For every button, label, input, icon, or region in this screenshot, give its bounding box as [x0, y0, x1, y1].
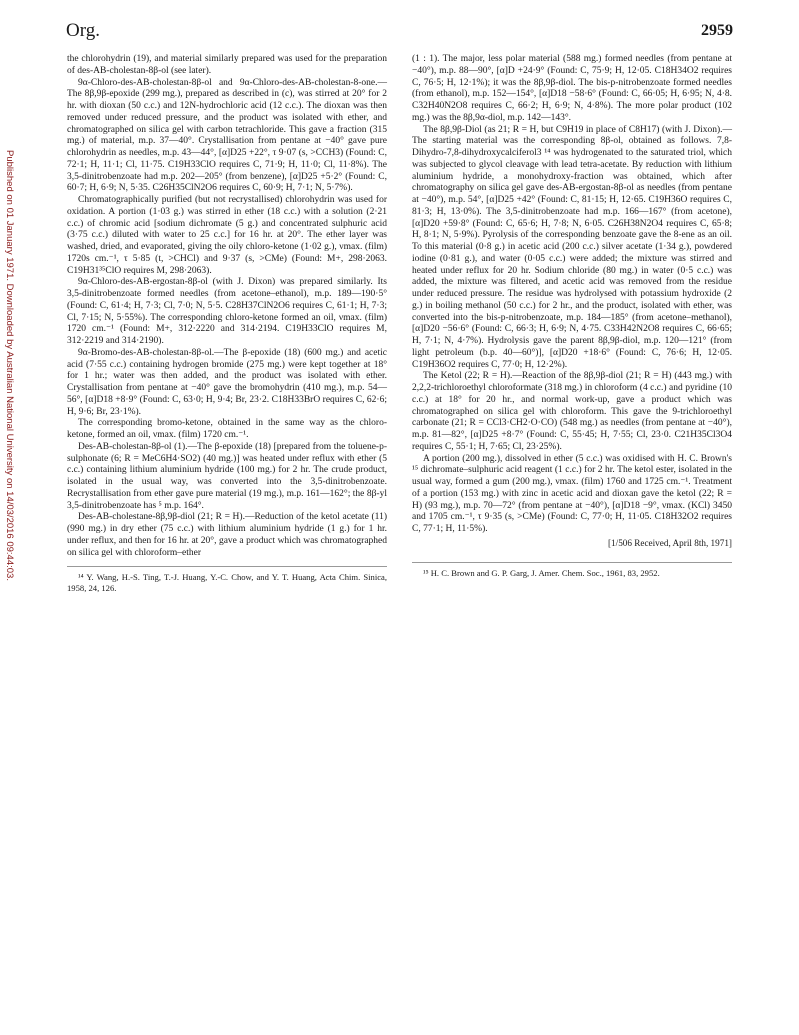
- journal-name: Org.: [66, 20, 100, 41]
- side-watermark: [3, 150, 17, 910]
- paragraph: Des-AB-cholestane-8β,9β-diol (21; R = H).—Reduction of the ketol acetate (11) (990 mg.) in dry ether (75 c.c.) with lithium aluminium hydride (1 g.) for 1 hr. under reflux, and then for 16 hr. at 20°, gave a product which was chromatographed on silica gel with chloroform–ether: [67, 512, 387, 558]
- paragraph: Chromatographically purified (but not recrystallised) chlorohydrin was used for oxidation. A portion (1·03 g.) was stirred in ether (18 c.c.) with a solution (2·21 c.c.) of chromic acid [sodium dichromate (5 g.) and concentrated sulphuric acid (3·75 c.c.) diluted with water to 25 c.c.] for 16 hr. at 20°. The ether layer was washed, dried, and evaporated, giving the oily chloro-ketone (1·02 g.), νmax. (film) 1720s cm.⁻¹, τ 5·85 (t, >CHCl) and 9·37 (s, >CMe) (Found: M+, 298·2063. C19H31³⁵ClO requires M, 298·2063).: [67, 195, 387, 276]
- paragraph: A portion (200 mg.), dissolved in ether (5 c.c.) was oxidised with H. C. Brown's ¹⁵ dichromate–sulphuric acid reagent (1 c.c.) for 2 hr. The ketol ester, isolated in the usual way, formed a gum (200 mg.), νmax. (film) 1760 and 1725 cm.⁻¹. Treatment of a portion (153 mg.) with zinc in acetic acid and dioxan gave the ketol (22; R = H) (93 mg.), m.p. 70—72° (from pentane at −40°), [α]D18 −9°, νmax. (KCl) 3450 and 1705 cm.⁻¹, τ 9·35 (s, >CMe) (Found: C, 77·0; H, 11·05. C18H32O2 requires C, 77·1; H, 11·5%).: [412, 453, 732, 534]
- left-column: [67, 54, 387, 1004]
- paragraph: 9α-Bromo-des-AB-cholestan-8β-ol.—The β-epoxide (18) (600 mg.) and acetic acid (7·55 c.c.) containing hydrogen bromide (275 mg.) were kept together at 18° for 1 hr.; water was then added, and the product was isolated with ether. Crystallisation from pentane at −40° gave the bromohydrin (410 mg.), m.p. 54—56°, [α]D18 +8·9° (Found: C, 63·0; H, 9·4; Br, 23·2. C18H33BrO requires C, 62·6; H, 9·6; Br, 23·1%).: [67, 347, 387, 417]
- right-column: [412, 54, 732, 1014]
- received-date: [1/506 Received, April 8th, 1971]: [607, 537, 732, 548]
- paragraph: 9α-Chloro-des-AB-cholestan-8β-ol and 9α-Chloro-des-AB-cholestan-8-one.—The 8β,9β-epoxide (299 mg.), prepared as described in (c), was stirred at 20° for 2 hr. with dioxan (50 c.c.) and 12N-hydrochloric acid (12 c.c.). The dioxan was then removed under reduced pressure, and the product was isolated with ether, and chromatographed on silica gel with carbon tetrachloride. This gave a fraction (315 mg.) of material, m.p. 37—40°. Crystallisation from pentane at −40° gave pure chlorohydrin as needles, m.p. 43—44°, [α]D25 +22°, τ 9·07 (s, >CCH3) (Found: C, 72·1; H, 11·1; Cl, 11·75. C19H33ClO requires C, 71·9; H, 11·0; Cl, 11·8%). The 3,5-dinitrobenzoate had m.p. 202—205° (from benzene), [α]D25 +5·2° (Found: C, 60·7; H, 6·9; N, 5·35. C26H35ClN2O6 requires C, 60·9; H, 7·1; N, 5·7%).: [67, 77, 387, 194]
- paragraph: The Ketol (22; R = H).—Reaction of the 8β,9β-diol (21; R = H) (443 mg.) with 2,2,2-trichloroethyl chloroformate (318 mg.) in chloroform (4 c.c.) and pyridine (10 c.c.) at 18° for 20 hr., and normal work-up, gave a product which was chromatographed on silica gel with chloroform. This gave the 9-trichloroethyl carbonate (21; R = CCl3·CH2·O·CO) (548 mg.) as needles (from pentane at −40°), m.p. 81—82°, [α]D25 +8·7° (Found: C, 55·45; H, 7·55; Cl, 23·0. C21H35Cl3O4 requires C, 55·1; H, 7·65; Cl, 23·25%).: [412, 371, 732, 452]
- page-number: 2959: [701, 22, 733, 39]
- paragraph: The corresponding bromo-ketone, obtained in the same way as the chloro-ketone, formed an oil, νmax. (film) 1720 cm.⁻¹.: [67, 418, 387, 440]
- paragraph: Des-AB-cholestan-8β-ol (1).—The β-epoxide (18) [prepared from the toluene-p-sulphonate (6; R = MeC6H4·SO2) (40 mg.)] was heated under reflux with ether (5 c.c.) containing lithium aluminium hydride (100 mg.) for 2 hr. The crude product, isolated in the usual way, was converted into the 3,5-dinitrobenzoate. Recrystallisation from ether gave pure material (19 mg.), m.p. 161—162°; the 8β-yl 3,5-dinitrobenzoate has ⁵ m.p. 164°.: [67, 441, 387, 511]
- footnote-14: ¹⁴ Y. Wang, H.-S. Ting, T.-J. Huang, Y.-C. Chow, and Y. T. Huang, Acta Chim. Sinica, 1958, 24, 126.: [67, 572, 387, 593]
- footnote-15: ¹⁵ H. C. Brown and G. P. Garg, J. Amer. Chem. Soc., 1961, 83, 2952.: [423, 567, 660, 578]
- page-header: [66, 20, 733, 44]
- footnote: [67, 566, 387, 593]
- paragraph: (1 : 1). The major, less polar material (588 mg.) formed needles (from pentane at −40°), m.p. 88—90°, [α]D +24·9° (Found: C, 75·9; H, 12·05. C18H34O2 requires C, 76·5; H, 12·1%); it was the 8β,9β-diol. The bis-p-nitrobenzoate formed needles (from ethanol), m.p. 152—154°, [α]D18 −58·6° (Found: C, 66·05; H, 6·95; N, 4·8. C32H40N2O8 requires C, 66·2; H, 6·9; N, 4·8%). The more polar product (102 mg.) was the 8β,9α-diol, m.p. 142—143°.: [412, 54, 732, 123]
- publication-note: Published on 01 January 1971. Downloaded by Australian National University on 14/03/2016 09:44:03.: [4, 150, 15, 581]
- paragraph: The 8β,9β-Diol (as 21; R = H, but C9H19 in place of C8H17) (with J. Dixon).—The starting material was the corresponding 8β-ol, obtained as follows. 7,8-Dihydro-7,8-dihydroxycalciferol3 ¹⁴ was hydrogenated to the saturated triol, which was subjected to glycol cleavage with lead tetra-acetate. By reduction with lithium aluminium hydride, a monohydroxy-fraction was obtained, which after chromatography on silica gel gave des-AB-ergostan-8β-ol as needles (from pentane at −40°), m.p. 54°, [α]D25 +42° (Found: C, 81·15; H, 12·65. C19H36O requires C, 81·3; H, 13·0%). The 3,5-dinitrobenzoate had m.p. 166—167° (from acetone), [α]D20 +59·8° (Found: C, 65·6; H, 7·8; N, 6·05. C26H38N2O4 requires C, 65·8; H, 8·1; N, 5·9%). Pyrolysis of the corresponding benzoate gave the 8-ene as an oil. To this material (0·8 g.) in acetic acid (200 c.c.) silver acetate (1·34 g.), powdered iodine (0·81 g.), and water (0·05 c.c.) were added; the mixture was stirred and heated under reflux for 20 hr. Sodium chloride (80 mg.) in water (0·5 c.c.) was added, the mixture was filtered, and acetic acid was removed from the residue under reduced pressure. The residue was hydrolysed with potassium hydroxide (2 g.) in boiling methanol (50 c.c.) for 2 hr., and the product, isolated with ether, was converted into the bis-p-nitrobenzoate, m.p. 184—185° (from acetone–methanol), [α]D20 −56·6° (Found: C, 66·3; H, 6·9; N, 4·75. C33H42N2O8 requires C, 66·65; H, 7·1; N, 4·7%). Hydrolysis gave the parent 8β,9β-diol, m.p. 120—121° (from light petroleum (b.p. 40—60°)], [α]D20 +18·6° (Found: C, 76·6; H, 12·05. C19H36O2 requires C, 77·0; H, 12·2%).: [412, 124, 732, 370]
- paragraph: 9α-Chloro-des-AB-ergostan-8β-ol (with J. Dixon) was prepared similarly. Its 3,5-dinitrobenzoate formed needles (from acetone–ethanol), m.p. 189—190·5° (Found: C, 61·4; H, 7·3; Cl, 7·0; N, 5·5. C28H37ClN2O6 requires C, 61·1; H, 7·3; Cl, 7·15; N, 5·55%). The corresponding chloro-ketone formed an oil, νmax. (film) 1720 cm.⁻¹ (Found: M+, 312·2220 and 314·2194. C19H33ClO requires M, 312·2219 and 314·2190).: [67, 277, 387, 346]
- footnote: [412, 562, 732, 578]
- paragraph: the chlorohydrin (19), and material similarly prepared was used for the preparation of des-AB-cholestan-8β-ol (see later).: [67, 54, 387, 76]
